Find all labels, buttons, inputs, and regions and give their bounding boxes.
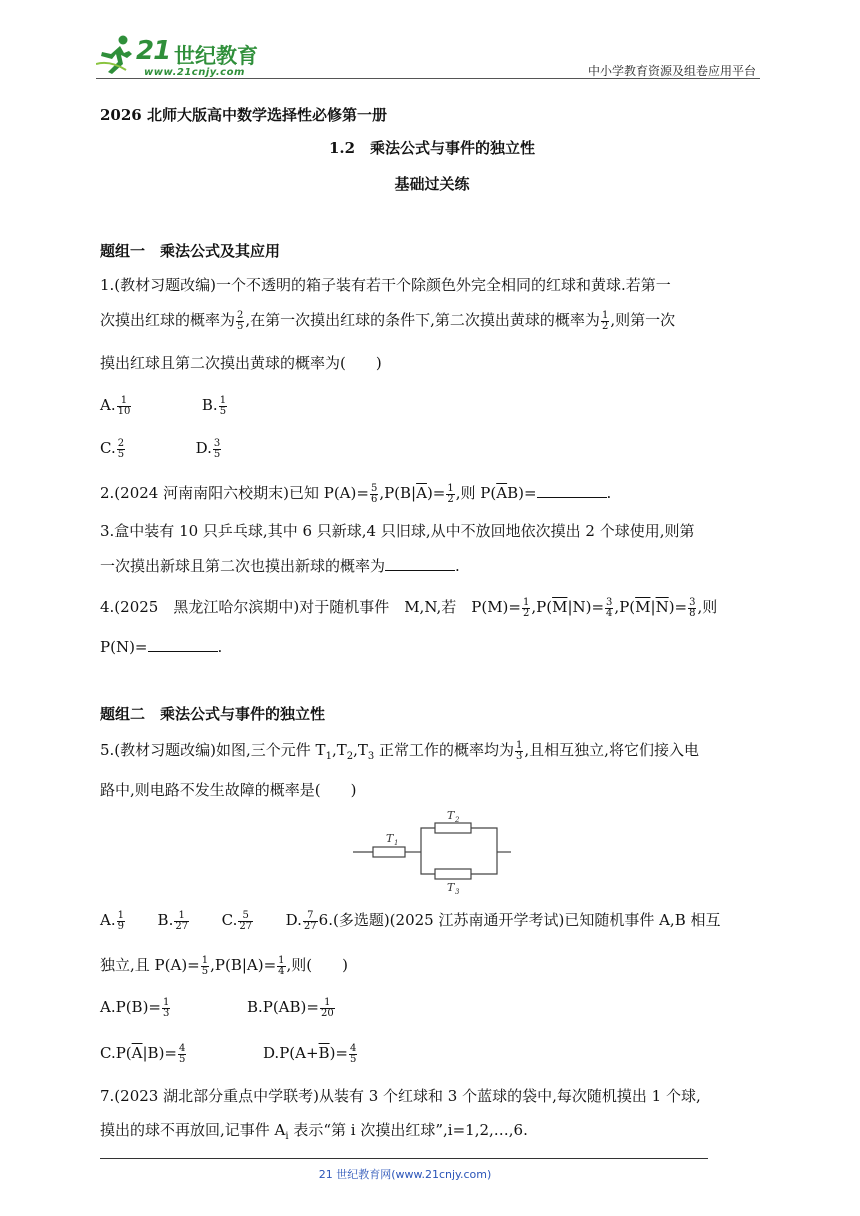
q3-line-2: 一次摸出新球且第二次也摸出新球的概率为 . [100,557,460,575]
answer-blank[interactable] [385,556,455,571]
fraction: $\frac{2}{5}$ [237,309,244,332]
footer-divider [100,1158,708,1159]
option-d: D. $\frac{7}{27}$ [285,909,317,932]
logo-text: 世纪教育 [174,44,258,68]
label-sub: 2 [455,816,460,824]
q1-options-cd [100,438,222,460]
label-sub: 3 [455,888,460,896]
option-b: B.P(AB)= $\frac{1}{20}$ [246,996,334,1019]
q7-line-1: 7.(2023 湖北部分重点中学联考)从装有 3 个红球和 3 个蓝球的袋中,每次随机摸出 1 个球, [100,1087,701,1105]
q7-line-2: 摸出的球不再放回,记事件 $A_i$ 表示“第 i 次摸出红球”,i=1,2,…,6. [100,1121,528,1142]
option-a: A.P(B)= $\frac{1}{3}$ [100,996,170,1019]
q1-line-2: 次摸出红球的概率为 $\frac{2}{5}$ ,在第一次摸出红球的条件下,第二次摸出黄球的概率为 $\frac{1}{2}$ ,则第一次 [100,309,676,332]
site-logo[interactable] [96,34,266,78]
option-d: $D.P(A+\overline{B})=$ $\frac{4}{5}$ [262,1042,357,1065]
group-heading-1: 题组一 乘法公式及其应用 [100,242,281,260]
option-b: B. $\frac{1}{27}$ [157,909,189,932]
logo-number: 21 [136,36,171,66]
resistor-t2 [435,823,471,833]
q6-options-cd [100,1043,358,1065]
q6-line-1: 6.(多选题)(2025 江苏南通开学考试)已知随机事件 A,B 相互 [318,911,721,929]
sub-title: 基础过关练 [394,175,470,193]
fraction: $\frac{1}{2}$ [601,309,609,332]
option-d: D. $\frac{3}{5}$ [195,437,221,460]
q1-line-1: 1.(教材习题改编)一个不透明的箱子装有若干个除颜色外完全相同的红球和黄球.若第一 [100,276,671,294]
group-heading-2: 题组二 乘法公式与事件的独立性 [100,705,326,723]
label-t: T [386,832,394,845]
q3-line-1: 3.盒中装有 10 只乒乓球,其中 6 只新球,4 只旧球,从中不放回地依次摸出 2 个球使用,则第 [100,522,695,540]
q5-line-1: 5.(教材习题改编)如图,三个元件 $T_1,T_2,T_3$ 正常工作的概率均为 $\frac{1}{3}$ ,且相互独立,将它们接入电 [100,739,699,762]
option-c: C. $\frac{5}{27}$ [221,909,253,932]
answer-blank[interactable] [148,637,218,652]
option-a: A. $\frac{1}{10}$ [100,394,131,417]
q6-options-ab [100,997,336,1019]
q2-line: 2.(2024 河南南阳六校期末)已知 P(A)= $\frac{5}{6}$ $,P(B|\overline{A})=$ $\frac{1}{2}$ ,则 $P(\overline{A}B)=$ . [100,482,612,505]
option-a: A. $\frac{1}{9}$ [100,909,124,932]
option-c: C. $\frac{2}{5}$ [100,437,125,460]
q5-options-q6-line-1 [100,910,720,932]
logo-url: www.21cnjy.com [144,67,245,78]
answer-blank[interactable] [537,483,607,498]
page-header [0,0,860,90]
book-title: 2026 北师大版高中数学选择性必修第一册 [100,106,387,124]
label-t: T [447,881,455,894]
q6-line-2: 独立,且 P(A)= $\frac{1}{5}$ ,P(B|A)= $\frac{1}{4}$ ,则( ) [100,954,349,977]
q1-options-ab [100,395,228,417]
label-t: T [447,810,455,822]
platform-name: 中小学教育资源及组卷应用平台 [587,64,756,78]
section-title: 1.2 乘法公式与事件的独立性 [328,139,536,157]
q5-line-2: 路中,则电路不发生故障的概率是( ) [100,781,357,799]
option-c: $C.P(\overline{A}|B)=$ $\frac{4}{5}$ [100,1042,186,1065]
runner-icon [96,34,136,76]
option-b: B. $\frac{1}{5}$ [201,394,227,417]
header-divider [96,78,760,79]
q4-line-2: P(N)= . [100,638,223,656]
footer-link[interactable]: 21 世纪教育网(www.21cnjy.com) [318,1168,492,1181]
q4-line-1: 4.(2025 黑龙江哈尔滨期中)对于随机事件 M,N,若 P(M)= $\frac{1}{2}$ $,P(\overline{M}|N)=$ $\frac{3}{4}$ $,P(\overline{M}|\overline{N})=$ $\frac{3}{8}$ ,则 [100,596,718,619]
label-sub: 1 [394,839,399,847]
resistor-t1 [373,847,405,857]
circuit-diagram [353,810,513,896]
resistor-t3 [435,869,471,879]
q1-line-3: 摸出红球且第二次摸出黄球的概率为( ) [100,354,382,372]
